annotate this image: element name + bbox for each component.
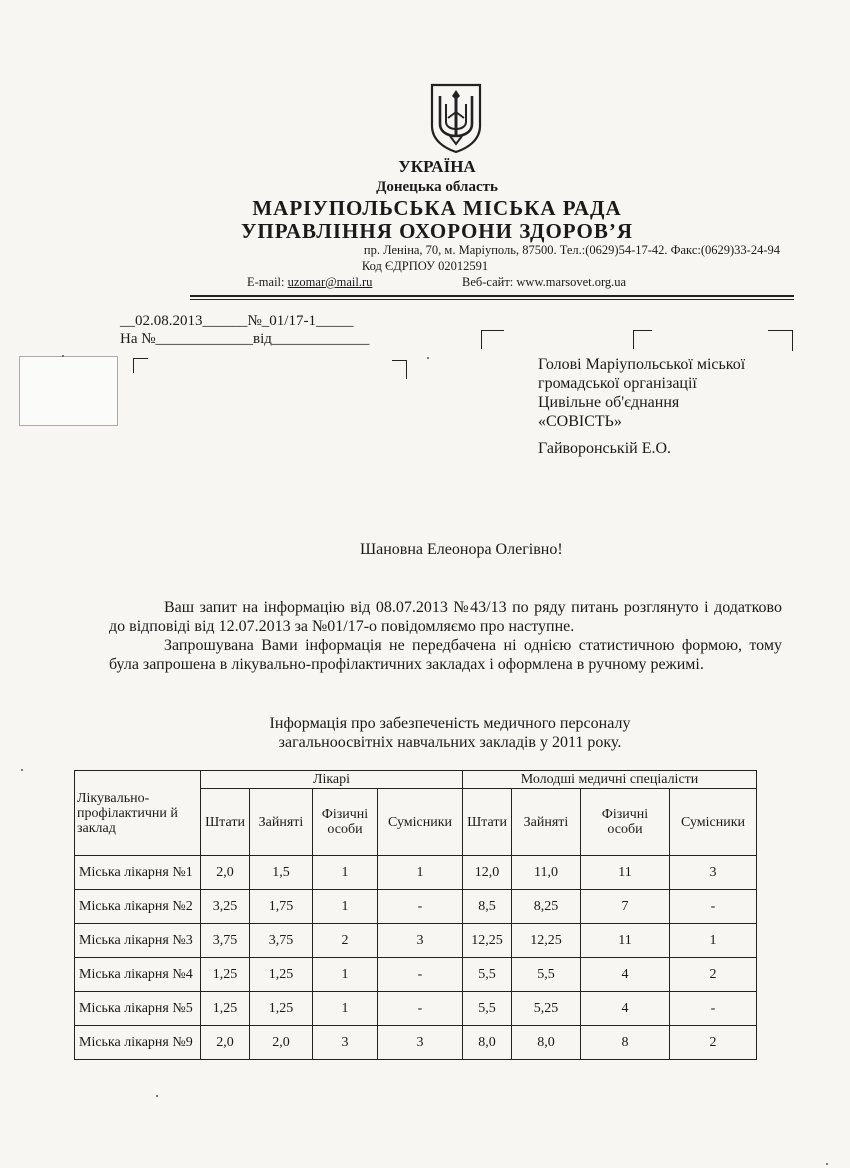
table-cell: 1,25 [250,958,313,992]
staffing-table [74,770,757,1060]
header-council: МАРІУПОЛЬСЬКА МІСЬКА РАДА [252,196,622,220]
column-header: Фізичні особи [581,789,670,856]
table-row [75,1026,757,1060]
table-cell: 2,0 [201,856,250,890]
coat-of-arms-icon [428,82,484,154]
table-row [75,992,757,1026]
registration-reference: На №_____________від_____________ [120,331,370,347]
institution-header: Лікувально-профілактични й заклад [75,771,201,856]
corner-mark [768,330,793,351]
table-cell: 3,75 [201,924,250,958]
corner-mark [633,330,652,349]
table-cell: 12,25 [463,924,512,958]
table-cell: 5,25 [512,992,581,1026]
table-cell: - [378,958,463,992]
table-cell: 12,25 [512,924,581,958]
addressee-line: Голові Маріупольської міської [538,356,746,373]
table-row [75,958,757,992]
institution-cell: Міська лікарня №9 [75,1026,201,1060]
stamp-area [19,356,118,426]
table-row [75,924,757,958]
table-cell: 1 [313,992,378,1026]
table-cell: 1 [313,856,378,890]
table-cell: 2 [670,958,757,992]
table-cell: 12,0 [463,856,512,890]
table-cell: 4 [581,992,670,1026]
institution-cell: Міська лікарня №4 [75,958,201,992]
table-cell: 5,5 [463,958,512,992]
table-title [0,714,850,752]
table-title-line: Інформація про забезпеченість медичного персоналу [269,715,631,732]
addressee-name: Гайворонській Е.О. [538,440,672,457]
paragraph-text: Ваш запит на інформацію від 08.07.2013 №43/13 по ряду питань розглянуто і додатково до відповіді від 12.07.2013 за №01/17-о повідомляємо про наступне. [109,599,782,635]
table-cell: 1,75 [250,890,313,924]
table-cell: 1 [670,924,757,958]
table-cell: 2 [670,1026,757,1060]
scan-speck [427,357,429,359]
table-cell: 3,75 [250,924,313,958]
email-label: E-mail: [247,275,285,289]
paragraph-text: Запрошувана Вами інформація не передбачена ні однією статистичною формою, тому була запрошена в лікувально-профілактичних закладах і оформлена в ручному режимі. [109,637,782,673]
table-cell: 2,0 [250,1026,313,1060]
table-cell: 1,25 [250,992,313,1026]
email-link[interactable]: uzomar@mail.ru [287,275,373,289]
header-address: пр. Леніна, 70, м. Маріуполь, 87500. Тел.:(0629)54-17-42. Факс:(0629)33-24-94 [363,243,780,257]
column-header: Зайняті [512,789,581,856]
institution-cell: Міська лікарня №5 [75,992,201,1026]
addressee-line: «СОВІСТЬ» [538,413,622,430]
addressee-line: Цивільне об'єднання [538,394,680,411]
table-cell: 8,0 [463,1026,512,1060]
table-cell: 1,5 [250,856,313,890]
table-cell: - [378,890,463,924]
table-cell: 1 [313,958,378,992]
table-cell: 1,25 [201,958,250,992]
table-cell: 8,0 [512,1026,581,1060]
table-cell: 3 [670,856,757,890]
corner-mark [481,330,504,349]
corner-mark [392,360,407,379]
paragraph [109,598,782,636]
paragraph [109,636,782,674]
column-header: Штати [463,789,512,856]
table-cell: 3 [313,1026,378,1060]
table-cell: 8,5 [463,890,512,924]
table-cell: 1,25 [201,992,250,1026]
table-cell: 5,5 [512,958,581,992]
table-cell: 1 [313,890,378,924]
column-header: Фізичні особи [313,789,378,856]
table-cell: 3,25 [201,890,250,924]
table-cell: 8,25 [512,890,581,924]
header-divider-thin [190,299,794,300]
table-cell: 3 [378,924,463,958]
table-cell: 11 [581,856,670,890]
addressee-block [538,355,745,431]
header-region: Донецька область [376,179,498,195]
table-cell: 2 [313,924,378,958]
table-title-line: загальноосвітніх навчальних закладів у 2011 року. [278,734,622,751]
registration-number: __02.08.2013______№_01/17-1_____ [120,313,354,329]
header-website[interactable]: Веб-сайт: www.marsovet.org.ua [462,275,627,289]
scan-speck [826,1163,828,1165]
addressee-line: громадської організації [538,375,697,392]
table-cell: - [670,992,757,1026]
table-row [75,856,757,890]
header-department: УПРАВЛІННЯ ОХОРОНИ ЗДОРОВ’Я [240,219,634,243]
greeting: Шановна Елеонора Олегівно! [360,541,563,558]
scan-speck [156,1095,158,1097]
header-divider [190,295,794,297]
column-header: Сумісники [670,789,757,856]
table-cell: - [670,890,757,924]
table-cell: 5,5 [463,992,512,1026]
group-header-doctors: Лікарі [201,771,463,789]
column-header: Штати [201,789,250,856]
institution-cell: Міська лікарня №3 [75,924,201,958]
table-cell: - [378,992,463,1026]
group-header-junior: Молодші медичні спеціалісти [463,771,757,789]
institution-cell: Міська лікарня №1 [75,856,201,890]
corner-mark [133,358,148,373]
header-code: Код ЄДРПОУ 02012591 [361,259,489,273]
table-cell: 11,0 [512,856,581,890]
table-cell: 3 [378,1026,463,1060]
column-header: Сумісники [378,789,463,856]
header-email [247,275,372,290]
institution-cell: Міська лікарня №2 [75,890,201,924]
header-country: УКРАЇНА [398,157,476,176]
table-cell: 11 [581,924,670,958]
scan-speck [21,769,23,771]
table-cell: 1 [378,856,463,890]
table-row [75,890,757,924]
scan-speck [62,355,64,357]
column-header: Зайняті [250,789,313,856]
table-cell: 8 [581,1026,670,1060]
table-cell: 4 [581,958,670,992]
table-cell: 7 [581,890,670,924]
table-cell: 2,0 [201,1026,250,1060]
